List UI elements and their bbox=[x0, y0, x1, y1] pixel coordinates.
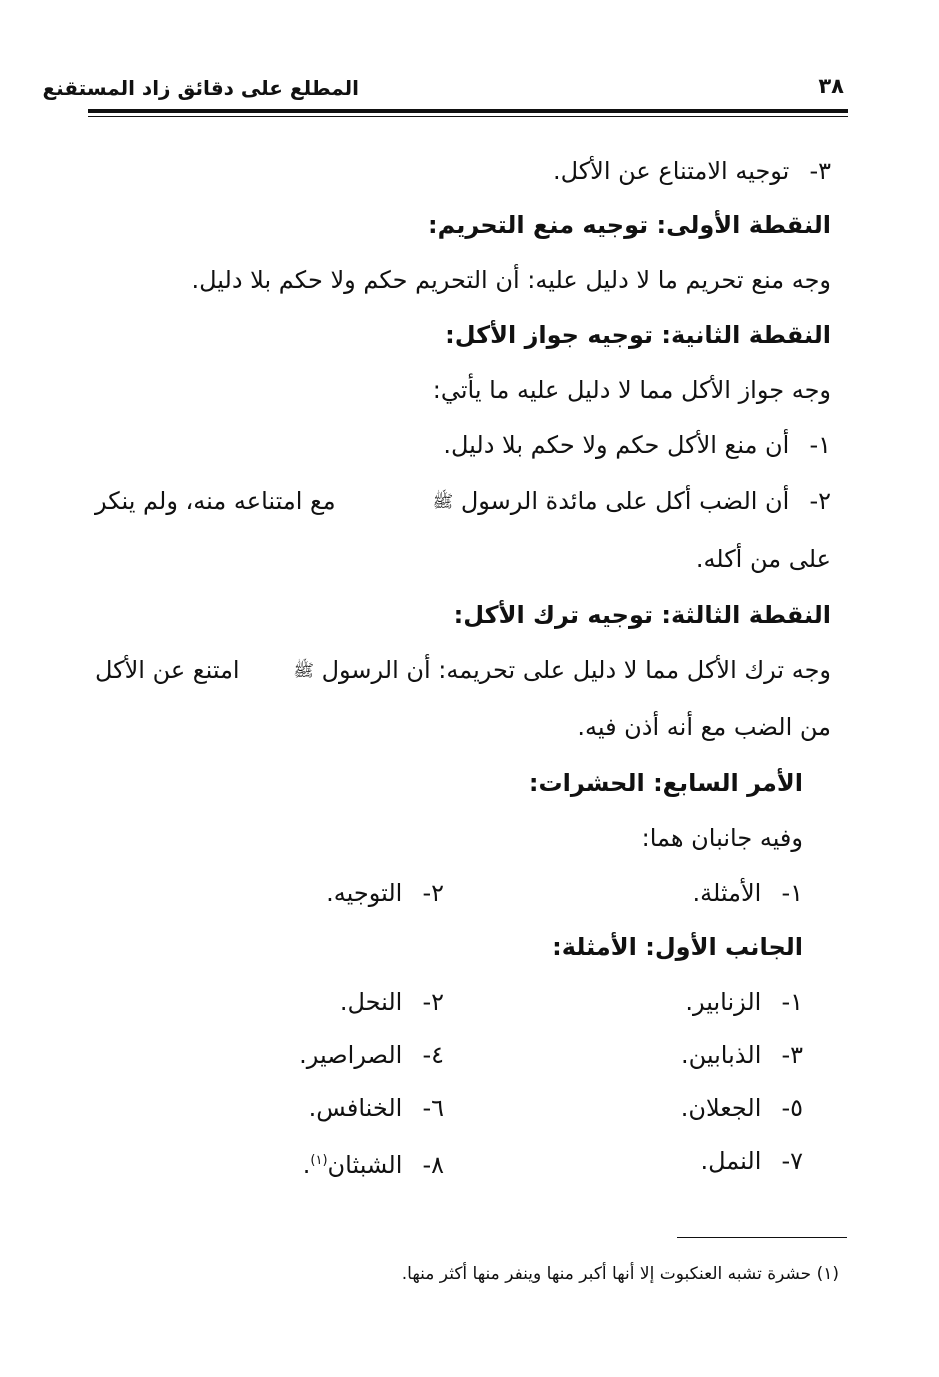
paragraph-end: امتنع عن الأكل bbox=[95, 656, 240, 684]
section-title: الأمر السابع: الحشرات: bbox=[528, 769, 803, 797]
example-item bbox=[303, 1146, 444, 1180]
example-item bbox=[309, 1093, 444, 1123]
subsection-title: الجانب الأول: الأمثلة: bbox=[552, 933, 803, 961]
header-rule-thick bbox=[88, 109, 848, 113]
item-text: النحل. bbox=[339, 988, 403, 1016]
item-text: النمل. bbox=[700, 1147, 762, 1175]
heading-point-one: النقطة الأولى: توجيه منع التحريم: bbox=[427, 211, 831, 239]
item-text: التوجيه. bbox=[326, 879, 403, 907]
header-rule-thin bbox=[88, 116, 848, 117]
example-item bbox=[299, 1040, 444, 1070]
item-text: الجعلان. bbox=[680, 1094, 762, 1122]
item-text: توجيه الامتناع عن الأكل. bbox=[552, 157, 790, 185]
item-text: الخنافس. bbox=[308, 1094, 403, 1122]
item-number: ٥- bbox=[781, 1094, 803, 1122]
item-number: ٧- bbox=[781, 1147, 803, 1175]
item-number: ٢- bbox=[422, 988, 444, 1016]
item-number: ٢- bbox=[422, 879, 444, 907]
example-item bbox=[685, 987, 803, 1017]
section-intro: وفيه جانبان هما: bbox=[641, 824, 803, 852]
item-number: ١- bbox=[809, 431, 831, 459]
paragraph: وجه منع تحريم ما لا دليل عليه: أن التحريم حكم ولا حكم بلا دليل. bbox=[191, 266, 831, 294]
footnote: (١) حشرة تشبه العنكبوت إلا أنها أكبر منها وينفر منها أكثر منها. bbox=[401, 1264, 839, 1284]
item-number: ٦- bbox=[422, 1094, 444, 1122]
paragraph-continuation: على من أكله. bbox=[695, 545, 831, 573]
footnote-separator bbox=[677, 1237, 847, 1238]
pbuh-glyph: ﷺ bbox=[293, 661, 314, 681]
paragraph bbox=[95, 655, 831, 686]
item-number: ٣- bbox=[809, 157, 831, 185]
item-number: ٤- bbox=[422, 1041, 444, 1069]
example-item bbox=[340, 987, 444, 1017]
item-number: ٢- bbox=[809, 487, 831, 515]
heading-point-three: النقطة الثالثة: توجيه ترك الأكل: bbox=[453, 601, 831, 629]
list-item bbox=[443, 430, 831, 460]
aspect-item bbox=[692, 878, 803, 908]
item-text-end: مع امتناعه منه، ولم ينكر bbox=[95, 487, 336, 515]
item-text: الصراصير. bbox=[299, 1041, 403, 1069]
heading-point-two: النقطة الثانية: توجيه جواز الأكل: bbox=[445, 321, 831, 349]
item-text: الشبثان bbox=[327, 1151, 403, 1179]
example-item bbox=[700, 1146, 803, 1176]
page-number: ٣٨ bbox=[818, 74, 844, 98]
example-item bbox=[681, 1093, 803, 1123]
aspect-item bbox=[326, 878, 444, 908]
paragraph-continuation: من الضب مع أنه أذن فيه. bbox=[577, 713, 831, 741]
paragraph-start bbox=[293, 655, 831, 686]
item-number: ١- bbox=[781, 988, 803, 1016]
paragraph-text: وجه ترك الأكل مما لا دليل على تحريمه: أن الرسول bbox=[321, 656, 831, 684]
item-text: أن الضب أكل على مائدة الرسول bbox=[460, 487, 790, 515]
item-period: . bbox=[302, 1151, 311, 1179]
paragraph: وجه جواز الأكل مما لا دليل عليه ما يأتي: bbox=[432, 376, 831, 404]
item-text: الزنابير. bbox=[685, 988, 762, 1016]
item-number: ٣- bbox=[781, 1041, 803, 1069]
item-number: ١- bbox=[781, 879, 803, 907]
item-text: الذبابين. bbox=[680, 1041, 762, 1069]
item-number: ٨- bbox=[422, 1151, 444, 1179]
example-item bbox=[681, 1040, 803, 1070]
list-item bbox=[553, 156, 831, 186]
running-header-title: المطلع على دقائق زاد المستقنع bbox=[42, 76, 359, 100]
item-text: أن منع الأكل حكم ولا حكم بلا دليل. bbox=[443, 431, 790, 459]
list-item bbox=[95, 486, 831, 517]
pbuh-glyph: ﷺ bbox=[432, 492, 454, 512]
item-text-start bbox=[433, 486, 831, 517]
item-text: الأمثلة. bbox=[692, 879, 762, 907]
footnote-marker: (١) bbox=[310, 1153, 328, 1168]
